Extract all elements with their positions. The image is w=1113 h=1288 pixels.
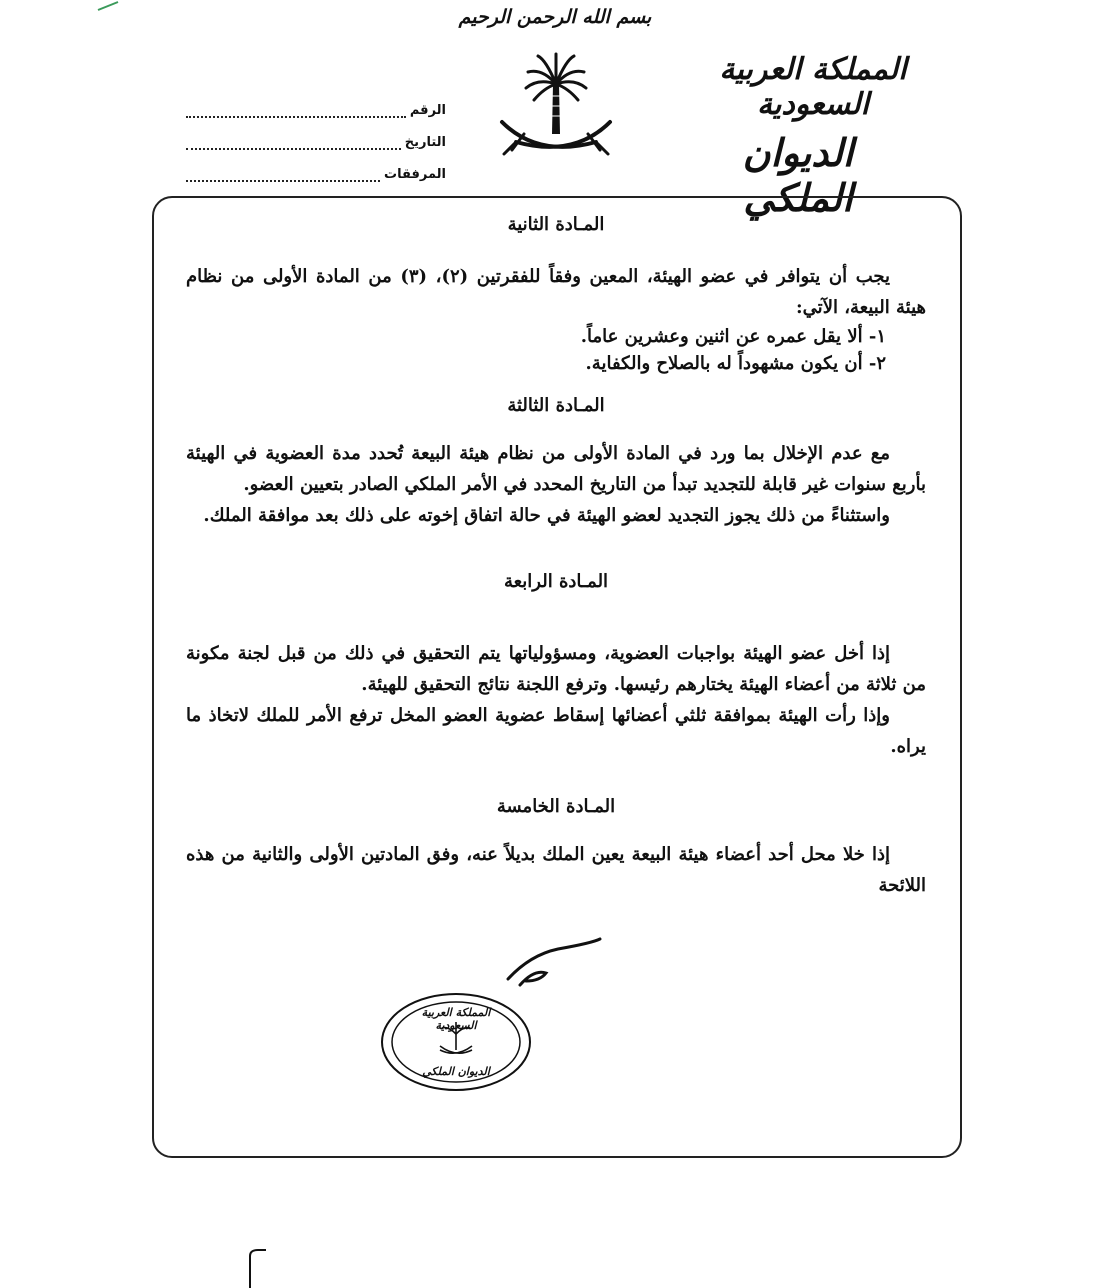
date-label: التاريخ [404,135,446,150]
article-2-item-2: ٢- أن يكون مشهوداً له بالصلاح والكفاية. [585,353,886,374]
reference-fields [186,86,446,182]
article-2-item-1: ١- ألا يقل عمره عن اثنين وعشرين عاماً. [580,326,886,347]
article-4-title: المـادة الرابعة [503,571,609,592]
corner-scan-mark [96,0,122,12]
article-2-intro: يجب أن يتوافر في عضو الهيئة، المعين وفقاً للفقرتين (٢)، (٣) من المادة الأولى من نظام هيئة البيعة، الآتي: [186,266,926,318]
document-body [186,196,926,901]
seal-text [400,1006,512,1078]
date-row [186,118,446,150]
reference-number-blank [186,106,406,118]
handwritten-initial-mark [500,935,610,995]
attachments-label: المرفقات [384,167,446,182]
kingdom-name: المملكة العربية السعودية [719,52,907,122]
article-5-title: المـادة الخامسة [496,796,616,817]
article-3-para-1: مع عدم الإخلال بما ورد في المادة الأولى من نظام هيئة البيعة تُحدد مدة العضوية في الهيئة بأربع سنوات غير قابلة للتجديد تبدأ من التاريخ المحدد في الأمر الملكي الصادر بتعيين العضو. [186,443,926,495]
seal-bottom-text: الديوان الملكي [422,1065,490,1078]
seal-top-text: المملكة العربية السعودية [421,1006,491,1032]
attachments-blank [186,170,380,182]
article-2-title: المـادة الثانية [507,214,605,235]
article-3-para-2: واستثناءً من ذلك يجوز التجديد لعضو الهيئة في حالة اتفاق إخوته على ذلك بعد موافقة الملك. [203,505,890,526]
reference-number-label: الرقم [409,103,446,118]
article-4-para-2: وإذا رأت الهيئة بموافقة ثلثي أعضائها إسقاط عضوية العضو المخل ترفع الأمر للملك لاتخاذ ما يراه. [186,705,926,757]
reference-number-row [186,86,446,118]
royal-court-seal [378,990,534,1094]
page-edge-mark [244,1248,268,1288]
royal-court-name: الديوان الملكي [742,130,854,220]
basmala: بسم الله الرحمن الرحيم [458,6,652,28]
attachments-row [186,150,446,182]
article-3-title: المـادة الثالثة [507,395,605,416]
article-4-para-1: إذا أخل عضو الهيئة بواجبات العضوية، ومسؤولياتها يتم التحقيق في ذلك من قبل لجنة مكونة من ثلاثة من أعضاء الهيئة يختارهم رئيسها. وترفع اللجنة نتائج التحقيق للهيئة. [186,643,926,695]
saudi-emblem-icon [498,50,614,168]
article-5-para-1: إذا خلا محل أحد أعضاء هيئة البيعة يعين الملك بديلاً عنه، وفق المادتين الأولى والثانية من هذه اللائحة [186,844,926,896]
date-blank [186,138,401,150]
